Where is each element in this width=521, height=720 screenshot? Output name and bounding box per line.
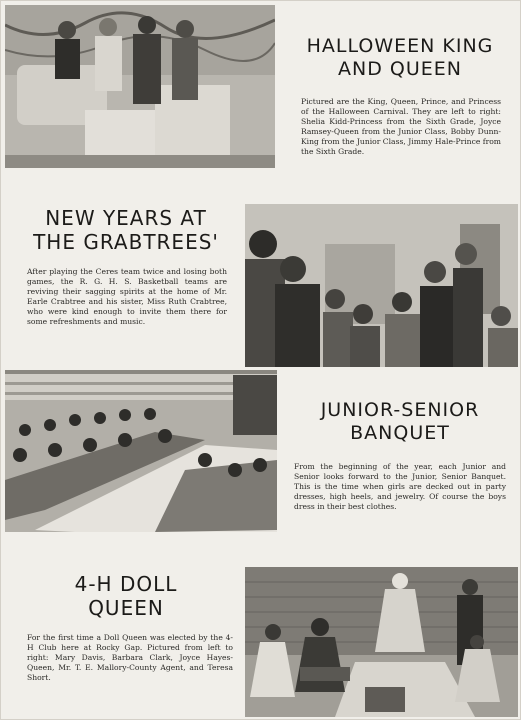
photo-4h-doll-queen-image	[245, 567, 518, 717]
heading-line: JUNIOR-SENIOR	[320, 399, 480, 421]
photo-junior-senior-banquet-image	[5, 370, 277, 532]
heading-line: BANQUET	[350, 421, 450, 444]
heading-line: NEW YEARS AT	[45, 206, 207, 230]
caption-new-years: After playing the Ceres team twice and losing both games, the R. G. H. S. Basketball teams are reviving their sagging spirits at the home of Mr. Earle Crabtree and his sister, Miss Ruth Crabtree, who were kind enough to invite them there for some refreshments and music.	[27, 267, 227, 326]
heading-line: AND QUEEN	[338, 57, 462, 80]
heading-new-years	[7, 206, 245, 254]
photo-new-years-party	[245, 204, 518, 367]
heading-junior-senior-banquet	[283, 399, 517, 445]
heading-line: 4-H DOLL	[74, 572, 178, 596]
caption-junior-senior-banquet: From the beginning of the year, each Junior and Senior looks forward to the Junior, Senior Banquet. This is the time when girls are decked out in party dresses, high heels, and jewelry. Of course the boys dress in their best clothes.	[294, 462, 506, 511]
heading-line: THE GRABTREES'	[33, 230, 219, 254]
photo-halloween-royalty-image	[5, 5, 275, 168]
heading-halloween-king-queen	[283, 35, 517, 81]
heading-line: HALLOWEEN KING	[306, 35, 494, 57]
photo-halloween-royalty	[5, 5, 275, 168]
caption-4h-doll-queen: For the first time a Doll Queen was elected by the 4-H Club here at Rocky Gap. Pictured from left to right: Mary Davis, Barbara Clark, Joyce Hayes-Queen, Mr. T. E. Mallory-County Agent, and Teresa Short.	[27, 633, 233, 682]
heading-line: QUEEN	[88, 596, 164, 620]
photo-junior-senior-banquet	[5, 370, 277, 532]
caption-halloween-king-queen: Pictured are the King, Queen, Prince, and Princess of the Halloween Carnival. They are left to right: Shelia Kidd-Princess from the Sixth Grade, Joyce Ramsey-Queen from the Junior Class, Bobby Dunn-King from the Junior Class, Jimmy Hale-Prince from the Sixth Grade.	[301, 97, 501, 156]
photo-new-years-party-image	[245, 204, 518, 367]
photo-4h-doll-queen	[245, 567, 518, 717]
heading-4h-doll-queen	[7, 572, 245, 620]
